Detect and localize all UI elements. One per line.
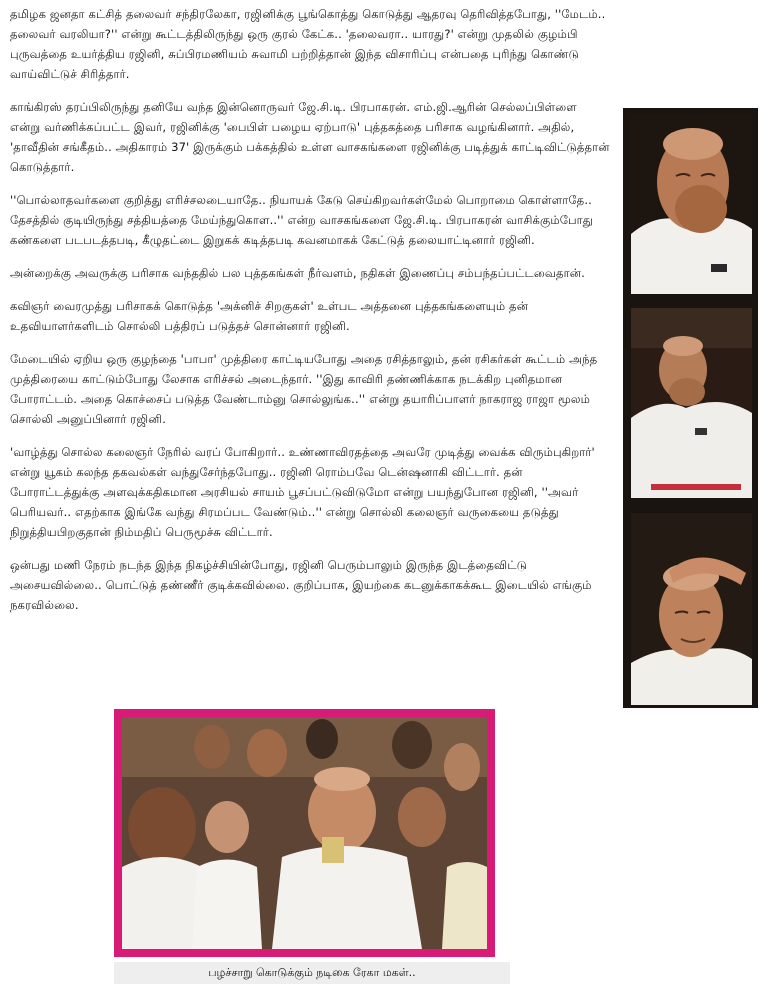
article-paragraph-5: கவிஞர் வைரமுத்து பரிசாகக் கொடுத்த 'அக்னிச் சிறகுகள்' உள்பட அத்தனை புத்தகங்களையும் தன் உதவியாளர்களிடம் சொல்லி பத்திரப் படுத்தச் சொன்னார் ரஜினி.: [10, 299, 529, 333]
article-paragraph-4: அன்றைக்கு அவருக்கு பரிசாக வந்ததில் பல புத்தகங்கள் நீர்வளம், நதிகள் இணைப்பு சம்பந்தப்பட்டவைதான்.: [10, 266, 585, 280]
article-body: [10, 4, 610, 628]
side-photo-strip: [623, 108, 758, 708]
article-paragraph-6: மேடையில் ஏறிய ஒரு குழந்தை 'பாபா' முத்திரை காட்டியபோது அதை ரசித்தாலும், தன் ரசிகர்கள் கூட்டம் அந்த முத்திரையை காட்டும்போது லேசாக எரிச்சல் அடைந்தார். ''இது காவிரி தண்ணிக்காக நடக்கிற புனிதமான போராட்டம். அதை கொச்சைப் படுத்த வேண்டாம்னு சொல்லுங்க..'' என்று தயாரிப்பாளர் நாகராஜ ராஜா மூலம் சொல்லி அனுப்பினார் ரஜினி.: [10, 352, 598, 426]
article-paragraph-8: ஒன்பது மணி நேரம் நடந்த இந்த நிகழ்ச்சியின்போது, ரஜினி பெரும்பாலும் இருந்த இடத்தைவிட்டு அசையவில்லை.. பொட்டுத் தண்ணீர் குடிக்கவில்லை. குறிப்பாக, இயற்கை கடனுக்காகக்கூட இடையில் எங்கும் நகரவில்லை.: [10, 558, 592, 612]
feature-photo-frame: [114, 709, 495, 957]
feature-photo-illustration: [122, 717, 487, 949]
photo-illustration-2: [631, 308, 752, 498]
side-photo-hand-on-chin: [631, 308, 752, 498]
side-photo-hand-over-mouth: [631, 114, 752, 294]
photo-illustration-1: [631, 114, 752, 294]
article-paragraph-3: ''பொல்லாதவர்களை குறித்து எரிச்சலடையாதே.. நியாயக் கேடு செய்கிறவர்கள்மேல் பொறாமை கொள்ளாதே.. தேசத்தில் குடியிருந்து சத்தியத்தை மேய்ந்துகொள..'' என்ற வாசகங்களை ஜே.சி.டி. பிரபாகரன் வாசிக்கும்போது கண்களை படபடத்தபடி, கீழுதட்டை இறுகக் கடித்தபடி கவனமாகக் கேட்டுத் தலையாட்டினார் ரஜினி.: [10, 193, 593, 247]
side-photo-hand-on-head: [631, 513, 752, 705]
article-paragraph-2: காங்கிரஸ் தரப்பிலிருந்து தனியே வந்த இன்னொருவர் ஜே.சி.டி. பிரபாகரன். எம்.ஜி.ஆரின் செல்லப்பிள்ளை என்று வர்ணிக்கப்பட்ட இவர், ரஜினிக்கு 'பைபிள் பழைய ஏற்பாடு' புத்தகத்தை பரிசாக வழங்கினார். அதில், 'தாவீதின் சங்கீதம்.. அதிகாரம் 37' இருக்கும் பக்கத்தில் உள்ள வாசகங்களை ரஜினிக்கு படித்துக் காட்டிவிட்டுத்தான் கொடுத்தார்.: [10, 100, 610, 174]
photo-illustration-3: [631, 513, 752, 705]
article-paragraph-7: 'வாழ்த்து சொல்ல கலைஞர் நேரில் வரப் போகிறார்.. உண்ணாவிரதத்தை அவரே முடித்து வைக்க விரும்புகிறார்' என்று யூகம் கலந்த தகவல்கள் வந்துசேர்ந்தபோது.. ரஜினி ரொம்பவே டென்ஷனாகி விட்டார். தன் போராட்டத்துக்கு அளவுக்கதிகமான அரசியல் சாயம் பூசப்பட்டுவிடுமோ என்று பயந்துபோன ரஜினி, ''அவர் பெரியவர்.. எதற்காக இங்கே வந்து சிரமப்பட வேண்டும்..'' என்று சொல்லி கலைஞர் வருகையை தடுத்து நிறுத்தியபிறகுதான் நிம்மதிப் பெருமூச்சு விட்டார்.: [10, 445, 595, 539]
feature-photo: [122, 717, 487, 949]
article-paragraph-1: தமிழக ஜனதா கட்சித் தலைவர் சந்திரலேகா, ரஜினிக்கு பூங்கொத்து கொடுத்து ஆதரவு தெரிவித்தபோது, ''மேடம்.. தலைவர் வரலியா?'' என்று கூட்டத்திலிருந்து ஒரு குரல் கேட்க.. 'தலைவரா.. யாரது?' என்று முதலில் குழம்பி புருவத்தை உயர்த்திய ரஜினி, சுப்பிரமணியம் சுவாமி பற்றித்தான் இந்த விசாரிப்பு என்பதை புரிந்து கொண்டு வாய்விட்டுச் சிரித்தார்.: [10, 7, 606, 81]
photo-caption: பழச்சாறு கொடுக்கும் நடிகை ரேகா மகள்..: [114, 962, 510, 984]
